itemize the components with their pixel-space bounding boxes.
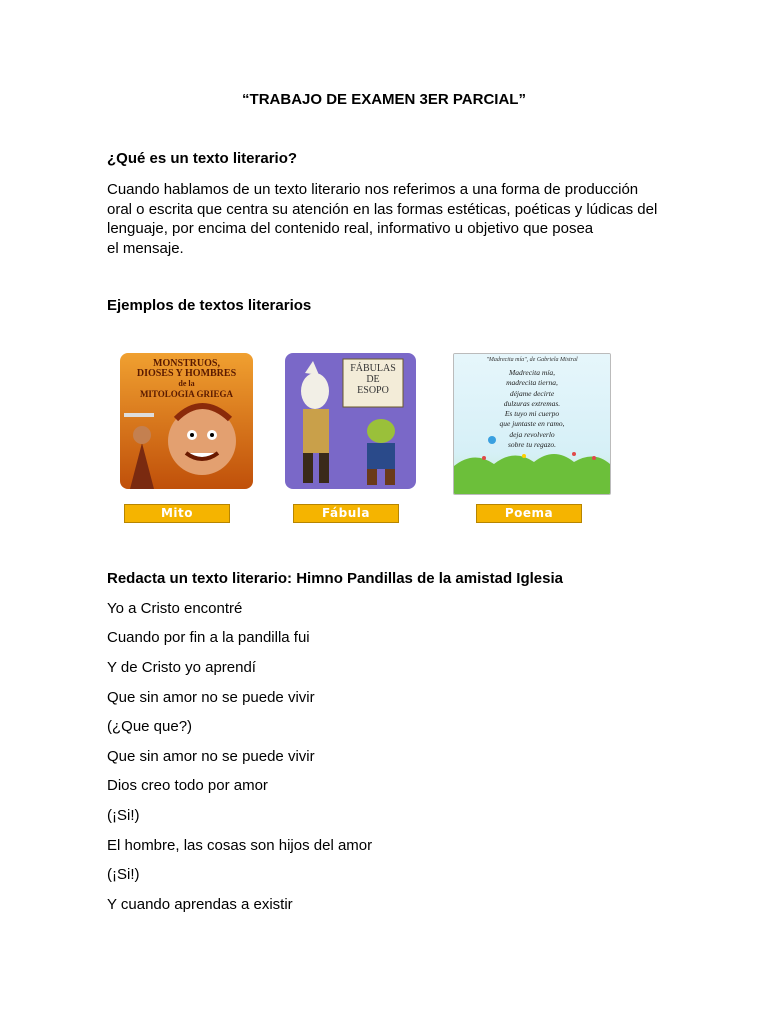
definition-paragraph	[107, 180, 667, 258]
poema-verse: Madrecita mía,	[509, 368, 555, 377]
fabula-label: Fábula	[293, 504, 399, 523]
poema-verse: sobre tu regazo.	[508, 440, 556, 450]
mito-cover-title: DIOSES Y HOMBRES	[136, 368, 237, 379]
hymn-line: Que sin amor no se puede vivir	[107, 748, 315, 765]
hymn-line: Dios creo todo por amor	[107, 777, 268, 794]
mito-cover-title: MITOLOGIA GRIEGA	[139, 389, 234, 399]
poema-verse: que juntaste en ramo,	[499, 419, 565, 429]
definition-line: Cuando hablamos de un texto literario nos referimos a una forma de producción	[107, 181, 639, 198]
poema-verse: Es tuyo mi cuerpo	[504, 409, 560, 419]
hymn-line: (¡Si!)	[107, 807, 140, 824]
hymn-line: Y cuando aprendas a existir	[107, 896, 293, 913]
question-heading: ¿Qué es un texto literario?	[107, 150, 298, 167]
hymn-line: Que sin amor no se puede vivir	[107, 689, 315, 706]
document-title: “TRABAJO DE EXAMEN 3ER PARCIAL”	[242, 91, 526, 108]
examples-figure	[107, 343, 649, 529]
poema-verse: dulzuras extremas.	[503, 398, 561, 408]
mito-cover-title: MONSTRUOS,	[153, 358, 220, 369]
definition-line: lenguaje, por encima del contenido real, informativo u objetivo que posea	[107, 220, 594, 237]
poema-verse: madrecita tierna,	[506, 378, 558, 388]
fabula-cover-title: DE	[366, 374, 380, 385]
poema-verse: déjame decirte	[509, 388, 555, 398]
mito-cover-title: de la	[178, 379, 195, 388]
mito-cover	[120, 353, 253, 489]
hymn-line: Yo a Cristo encontré	[107, 600, 243, 617]
hymn-line: (¿Que que?)	[107, 718, 193, 735]
hymn-heading: Redacta un texto literario: Himno Pandillas de la amistad Iglesia	[107, 570, 563, 587]
poema-label: Poema	[476, 504, 582, 523]
hymn-line: Y de Cristo yo aprendí	[107, 659, 256, 676]
poema-card	[453, 353, 611, 495]
hymn-line: El hombre, las cosas son hijos del amor	[107, 837, 373, 854]
poema-verse: deja revolverlo	[509, 429, 555, 439]
definition-line: oral o escrita que centra su atención en las formas estéticas, poéticas y lúdicas del	[107, 200, 658, 218]
fabula-cover-title: FÁBULAS	[350, 363, 396, 374]
examples-heading: Ejemplos de textos literarios	[107, 297, 312, 314]
hymn-line: (¡Si!)	[107, 866, 140, 883]
hymn-line: Cuando por fin a la pandilla fui	[107, 629, 310, 646]
definition-line: el mensaje.	[107, 239, 184, 257]
poema-card-header: "Madrecita mía", de Gabriela Mistral	[486, 357, 578, 363]
mito-label: Mito	[124, 504, 230, 523]
fabula-cover-title: ESOPO	[357, 385, 389, 396]
fabula-cover	[285, 353, 416, 489]
